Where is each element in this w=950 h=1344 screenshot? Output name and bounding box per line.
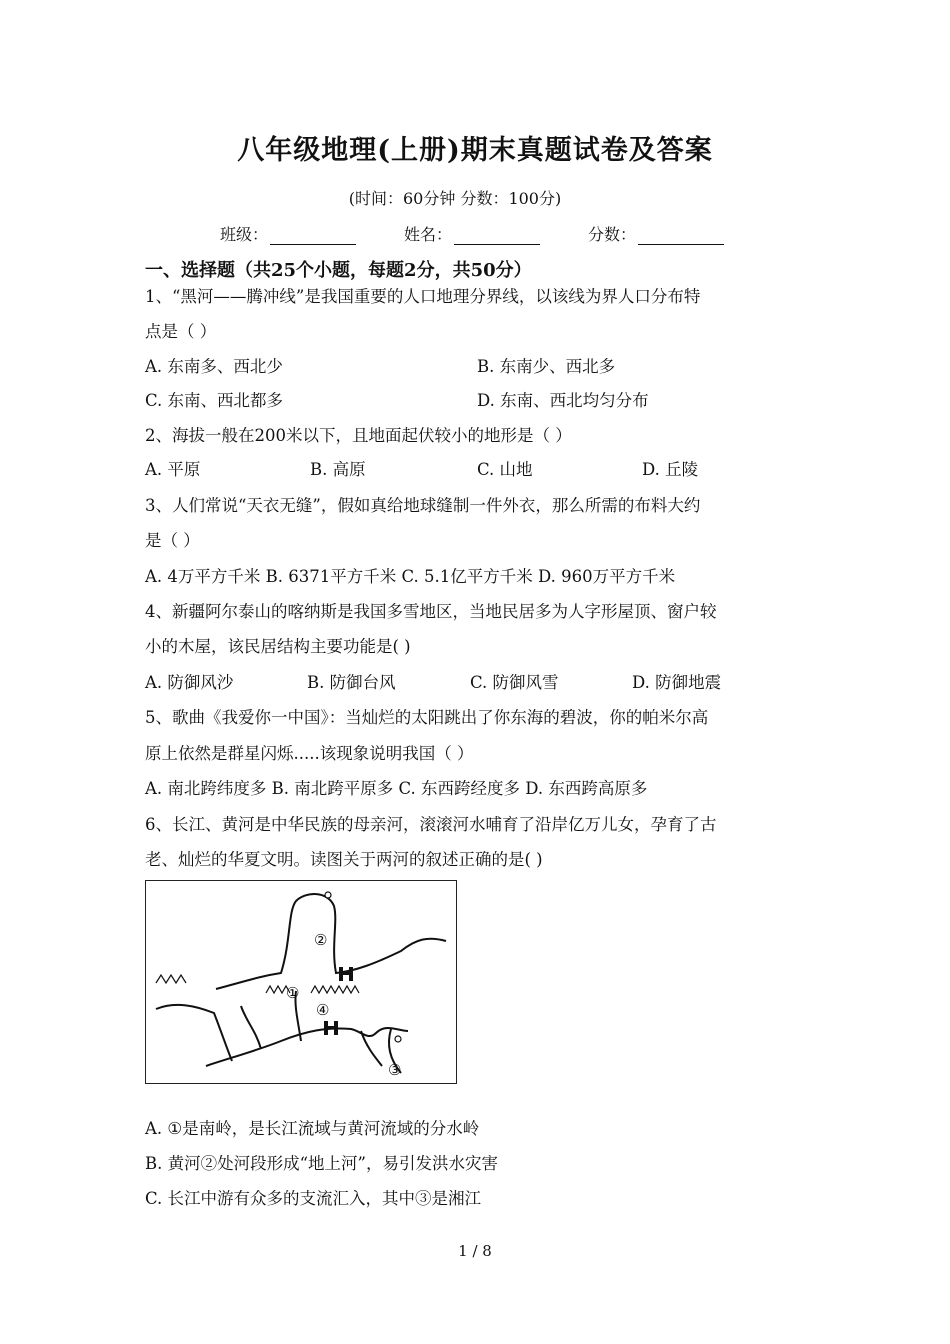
q4-stem-line1: 4、新疆阿尔泰山的喀纳斯是我国多雪地区，当地民居多为人字形屋顶、窗户较: [145, 602, 717, 621]
score-blank[interactable]: [638, 226, 724, 245]
q6-stem-line1: 6、长江、黄河是中华民族的母亲河，滚滚河水哺育了沿岸亿万儿女，孕育了古: [145, 815, 717, 834]
q1-stem-line1: 1、“黑河——腾冲线”是我国重要的人口地理分界线，以该线为界人口分布特: [145, 287, 701, 306]
q5-stem-line1: 5、歌曲《我爱你一中国》：当灿烂的太阳跳出了你东海的碧波，你的帕米尔高: [145, 708, 709, 727]
q5-stem-line2: 原上依然是群星闪烁.....该现象说明我国（ ）: [145, 744, 474, 763]
score-field[interactable]: [588, 222, 724, 245]
q2-option-c: C. 山地: [477, 460, 533, 479]
q6-option-b: B. 黄河②处河段形成“地上河”，易引发洪水灾害: [145, 1154, 498, 1173]
q1-option-c: C. 东南、西北都多: [145, 391, 284, 410]
map-label-1: ①: [286, 984, 300, 1002]
q4-option-a: A. 防御风沙: [145, 673, 234, 692]
q4-option-b: B. 防御台风: [307, 673, 396, 692]
score-label: 分数：: [588, 225, 637, 244]
yellow-river-line: [216, 894, 446, 989]
q5-options: A. 南北跨纬度多 B. 南北跨平原多 C. 东西跨经度多 D. 东西跨高原多: [145, 779, 648, 798]
map-label-4: ④: [316, 1001, 330, 1019]
q1-stem-line2: 点是（ ）: [145, 322, 217, 341]
q4-option-c: C. 防御风雪: [470, 673, 559, 692]
page-number: 1 / 8: [458, 1242, 492, 1260]
q6-stem-line2: 老、灿烂的华夏文明。读图关于两河的叙述正确的是( ): [145, 850, 543, 869]
q1-option-d: D. 东南、西北均匀分布: [477, 391, 649, 410]
q2-option-d: D. 丘陵: [642, 460, 699, 479]
section-heading: 一、选择题（共25个小题，每题2分，共50分）: [145, 260, 532, 281]
class-blank[interactable]: [270, 226, 356, 245]
map-label-3: ③: [388, 1061, 402, 1079]
rivers-map-svg: [146, 881, 455, 1082]
q2-option-a: A. 平原: [145, 460, 201, 479]
q4-stem-line2: 小的木屋，该民居结构主要功能是( ): [145, 637, 411, 656]
exam-time-score: (时间：60分钟 分数：100分): [348, 189, 562, 208]
name-field[interactable]: [404, 222, 540, 245]
name-label: 姓名：: [404, 225, 453, 244]
q2-stem: 2、海拔一般在200米以下，且地面起伏较小的地形是（ ）: [145, 426, 572, 445]
q2-option-b: B. 高原: [310, 460, 366, 479]
q1-option-a: A. 东南多、西北少: [145, 357, 283, 376]
q3-stem-line1: 3、人们常说“天衣无缝”，假如真给地球缝制一件外衣，那么所需的布料大约: [145, 496, 701, 515]
q3-stem-line2: 是（ ）: [145, 531, 200, 550]
q6-option-a: A. ①是南岭，是长江流域与黄河流域的分水岭: [145, 1119, 480, 1138]
q6-option-c: C. 长江中游有众多的支流汇入，其中③是湘江: [145, 1189, 482, 1208]
q4-option-d: D. 防御地震: [632, 673, 722, 692]
name-blank[interactable]: [454, 226, 540, 245]
q1-option-b: B. 东南少、西北多: [477, 357, 616, 376]
class-label: 班级：: [220, 225, 269, 244]
rivers-map-figure: [145, 880, 457, 1084]
q3-options: A. 4万平方千米 B. 6371平方千米 C. 5.1亿平方千米 D. 960万平方千米: [145, 567, 676, 586]
student-info-row: [220, 222, 772, 245]
page-title: 八年级地理(上册)期末真题试卷及答案: [237, 135, 713, 166]
class-field[interactable]: [220, 222, 356, 245]
map-label-2: ②: [314, 931, 328, 949]
